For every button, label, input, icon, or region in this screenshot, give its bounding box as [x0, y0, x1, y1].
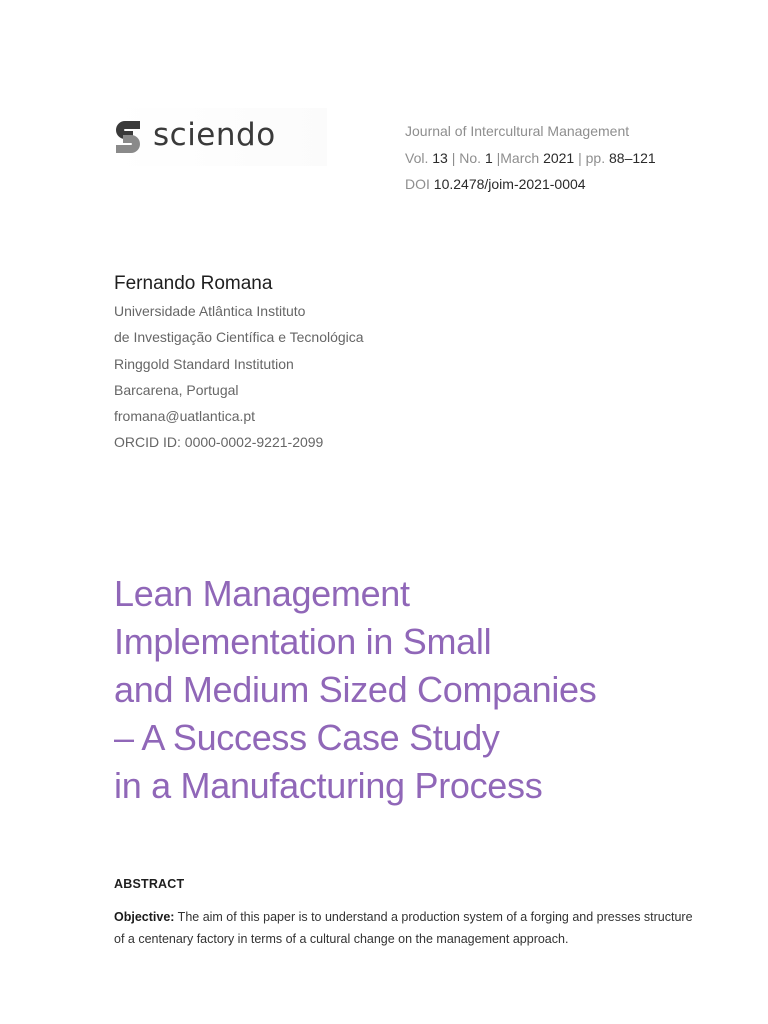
author-block: [114, 271, 364, 456]
journal-info: [405, 118, 656, 198]
abstract-heading: ABSTRACT: [114, 877, 185, 891]
issue-year: 2021: [543, 149, 575, 166]
affiliation-line: Universidade Atlântica Instituto: [114, 303, 306, 319]
journal-name: Journal of Intercultural Management: [405, 123, 630, 139]
title-line: Lean Management: [114, 573, 410, 614]
article-title: [114, 570, 734, 810]
journal-doi: DOI 10.2478/joim-2021-0004: [405, 176, 586, 192]
author-email[interactable]: fromana@uatlantica.pt: [114, 408, 256, 425]
affiliation-line: Ringgold Standard Institution: [114, 355, 294, 372]
title-line: and Medium Sized Companies: [114, 669, 597, 710]
publisher-name: sciendo: [153, 116, 276, 153]
affiliation-line: Barcarena, Portugal: [114, 381, 239, 398]
objective-text: The aim of this paper is to understand a production system of a forging and presses structure of a centenary factory in terms of a cultural change on the management approach.: [114, 910, 693, 946]
sciendo-s-logo-icon: [113, 117, 143, 157]
issue-number: 1: [484, 149, 493, 166]
objective-label: Objective:: [114, 910, 175, 924]
author-name: Fernando Romana: [114, 273, 273, 294]
title-line: Implementation in Small: [114, 621, 492, 662]
journal-issue: Vol. 13 | No. 1 |March 2021 | pp. 88–121: [405, 149, 656, 166]
publisher-logo: [113, 108, 327, 166]
doi-link[interactable]: 10.2478/joim-2021-0004: [433, 176, 586, 192]
author-orcid: ORCID ID: 0000-0002-9221-2099: [114, 434, 324, 451]
abstract-objective: [114, 907, 694, 950]
title-line: – A Success Case Study: [114, 717, 500, 758]
title-line: in a Manufacturing Process: [114, 765, 543, 806]
volume-number: 13: [432, 149, 448, 166]
page-range: 88–121: [609, 149, 656, 166]
issue-month: March: [500, 149, 540, 166]
affiliation-line: de Investigação Científica e Tecnológica: [114, 329, 364, 346]
